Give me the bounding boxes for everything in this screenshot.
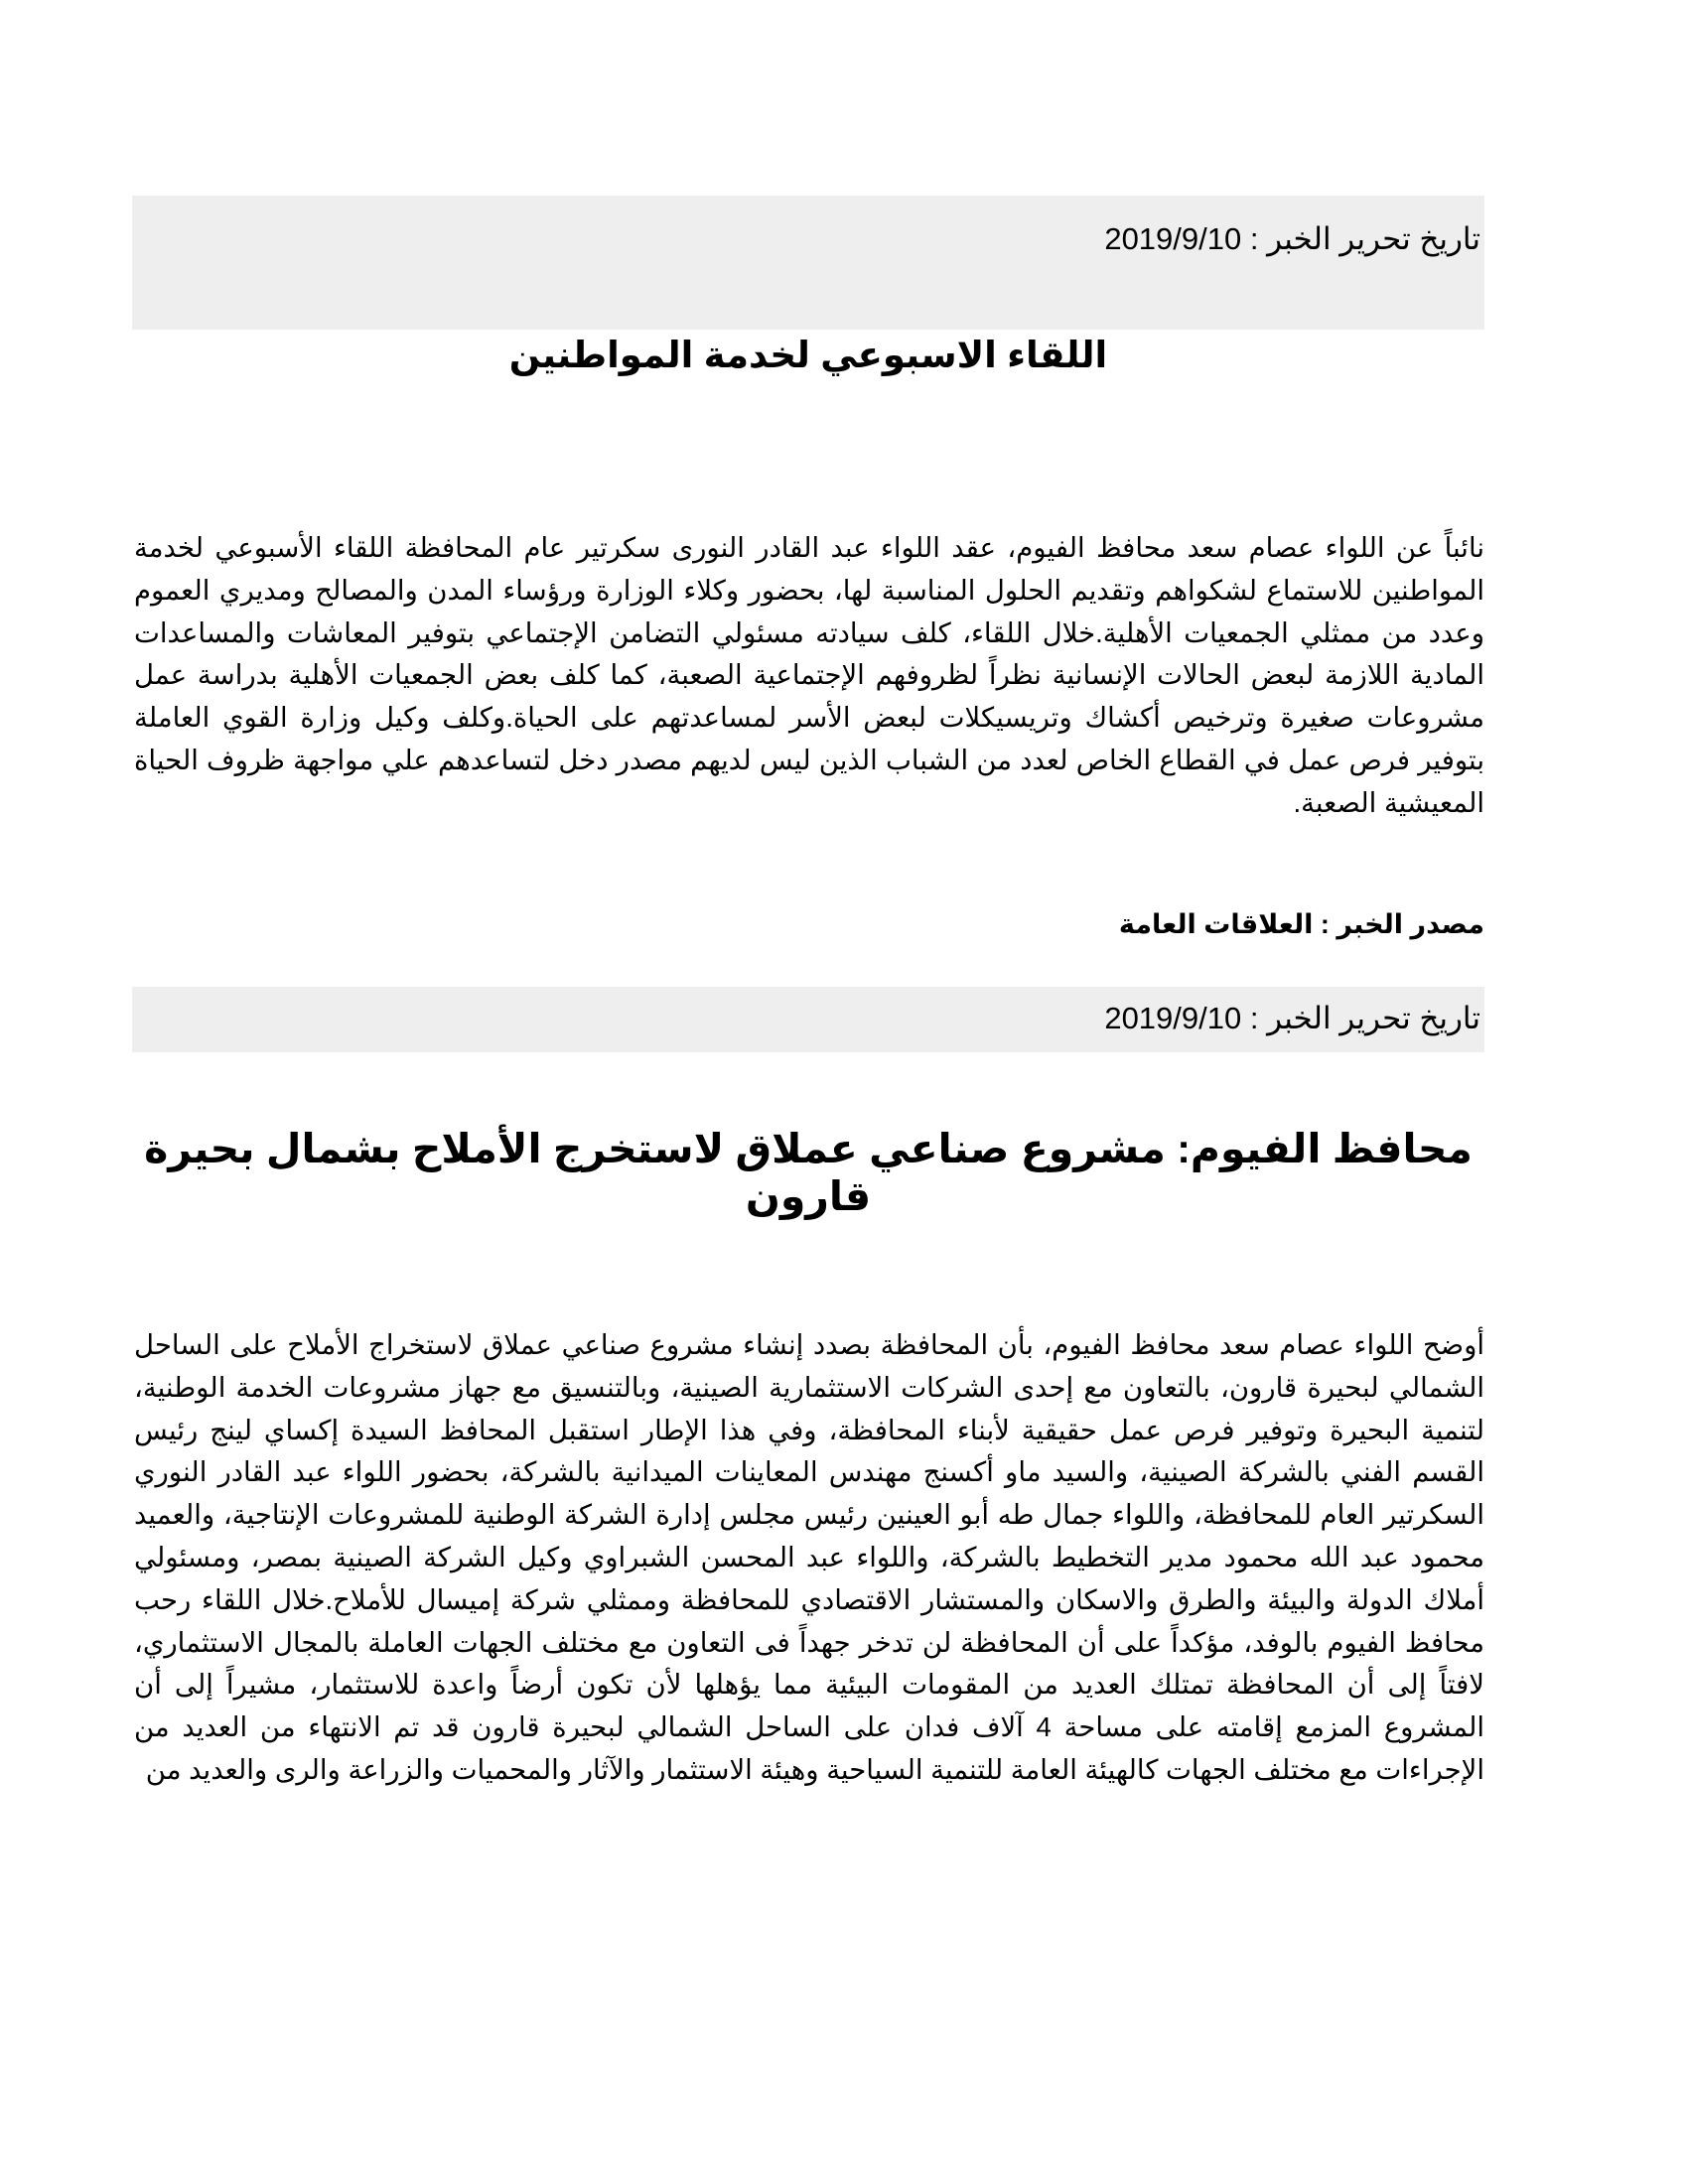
article-date-line [132,196,1484,330]
date-text: تاريخ تحرير الخبر : 2019/9/10 [1104,221,1480,256]
article-title: محافظ الفيوم: مشروع صناعي عملاق لاستخرج الأملاح بشمال بحيرة قارون [144,1126,1473,1219]
article-body: نائباً عن اللواء عصام سعد محافظ الفيوم، عقد اللواء عبد القادر النورى سكرتير عام المحافظة اللقاء الأسبوعي لخدمة المواطنين للاستماع لشكواهم وتقديم الحلول المناسبة لها، بحضور وكلاء الوزارة ورؤساء المدن والمصالح ومديري العموم وعدد من ممثلي الجمعيات الأهلية.خلال اللقاء، كلف سيادته مسئولي التضامن الإجتماعي بتوفير المعاشات والمساعدات المادية اللازمة لبعض الحالات الإنسانية نظراً لظروفهم الإجتماعية الصعبة، كما كلف بعض الجمعيات الأهلية بدراسة عمل مشروعات صغيرة وترخيص أكشاك وتريسيكلات لبعض الأسر لمساعدتهم على الحياة.وكلف وكيل وزارة القوي العاملة بتوفير فرص عمل في القطاع الخاص لعدد من الشباب الذين ليس لديهم مصدر دخل لتساعدهم علي مواجهة ظروف الحياة المعيشية الصعبة. [134,532,1484,818]
article-source: مصدر الخبر : العلاقات العامة [1118,909,1484,939]
date-text: تاريخ تحرير الخبر : 2019/9/10 [1104,1001,1480,1035]
article-title: اللقاء الاسبوعي لخدمة المواطنين [508,335,1108,375]
article-body: أوضح اللواء عصام سعد محافظ الفيوم، بأن المحافظة بصدد إنشاء مشروع صناعي عملاق لاستخراج الأملاح على الساحل الشمالي لبحيرة قارون، بالتعاون مع إحدى الشركات الاستثمارية الصينية، وبالتنسيق مع جهاز مشروعات الخدمة الوطنية، لتنمية البحيرة وتوفير فرص عمل حقيقية لأبناء المحافظة، وفي هذا الإطار استقبل المحافظ السيدة إكساي لينج رئيس القسم الفني بالشركة الصينية، والسيد ماو أكسنج مهندس المعاينات الميدانية بالشركة، بحضور اللواء عبد القادر النوري السكرتير العام للمحافظة، واللواء جمال طه أبو العينين رئيس مجلس إدارة الشركة الوطنية للمشروعات الإنتاجية، والعميد محمود عبد الله محمود مدير التخطيط بالشركة، واللواء عبد المحسن الشبراوي وكيل الشركة الصينية بمصر، ومسئولي أملاك الدولة والبيئة والطرق والاسكان والمستشار الاقتصادي للمحافظة وممثلي شركة إميسال للأملاح.خلال اللقاء رحب محافظ الفيوم بالوفد، مؤكداً على أن المحافظة لن تدخر جهداً فى التعاون مع مختلف الجهات العاملة بالمجال الاستثماري، لافتاً إلى أن المحافظة تمتلك العديد من المقومات البيئية مما يؤهلها لأن تكون أرضاً واعدة للاستثمار، مشيراً إلى أن المشروع المزمع إقامته على مساحة 4 آلاف فدان على الساحل الشمالي لبحيرة قارون قد تم الانتهاء من العديد من الإجراءات مع مختلف الجهات كالهيئة العامة للتنمية السياحية وهيئة الاستثمار والآثار والمحميات والزراعة والرى والعديد من [134,1329,1485,1785]
article-date-line [132,987,1484,1052]
